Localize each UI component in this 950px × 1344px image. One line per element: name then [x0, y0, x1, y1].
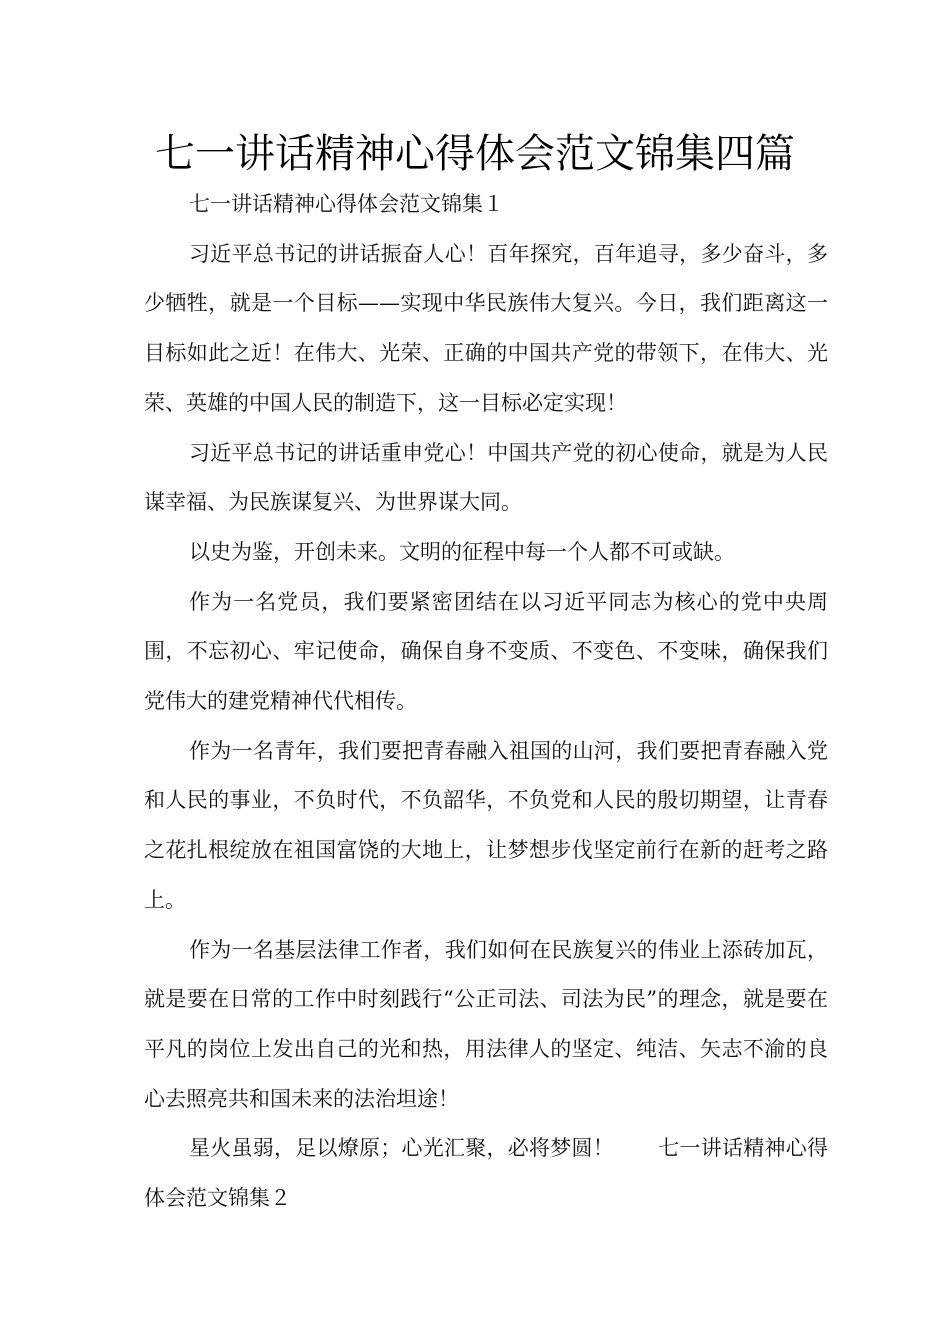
closing-line: 星火虽弱，足以燎原；心光汇聚，必将梦圆！	[189, 1136, 614, 1161]
paragraph-6: 作为一名基层法律工作者，我们如何在民族复兴的伟业上添砖加瓦，就是要在日常的工作中时刻践行“公正司法、司法为民”的理念，就是要在平凡的岗位上发出自己的光和热，用法律人的坚定、纯洁、矢志不渝的良心去照亮共和国未来的法治坦途！	[144, 937, 828, 1111]
paragraph-3: 以史为鉴，开创未来。文明的征程中每一个人都不可或缺。	[189, 539, 735, 564]
document-body	[144, 180, 828, 1224]
paragraph-5: 作为一名青年，我们要把青春融入祖国的山河，我们要把青春融入党和人民的事业，不负时代，不负韶华，不负党和人民的殷切期望，让青春之花扎根绽放在祖国富饶的大地上，让梦想步伐坚定前行在新的赶考之路上。	[144, 738, 828, 912]
paragraph-1: 习近平总书记的讲话振奋人心！百年探究，百年追寻，多少奋斗，多少牺牲，就是一个目标——实现中华民族伟大复兴。今日，我们距离这一目标如此之近！在伟大、光荣、正确的中国共产党的带领下，在伟大、光荣、英雄的中国人民的制造下，这一目标必定实现！	[144, 241, 828, 415]
document-title: 七一讲话精神心得体会范文锦集四篇	[155, 131, 795, 177]
paragraph-2: 习近平总书记的讲话重申党心！中国共产党的初心使命，就是为人民谋幸福、为民族谋复兴、为世界谋大同。	[144, 440, 828, 515]
section-heading-2: 七一讲话精神心得体会范文锦集２	[144, 1136, 828, 1211]
paragraph-4: 作为一名党员，我们要紧密团结在以习近平同志为核心的党中央周围，不忘初心、牢记使命，确保自身不变质、不变色、不变味，确保我们党伟大的建党精神代代相传。	[144, 589, 828, 714]
closing-paragraph	[144, 1124, 828, 1223]
section-heading-1: 七一讲话精神心得体会范文锦集１	[189, 192, 504, 216]
